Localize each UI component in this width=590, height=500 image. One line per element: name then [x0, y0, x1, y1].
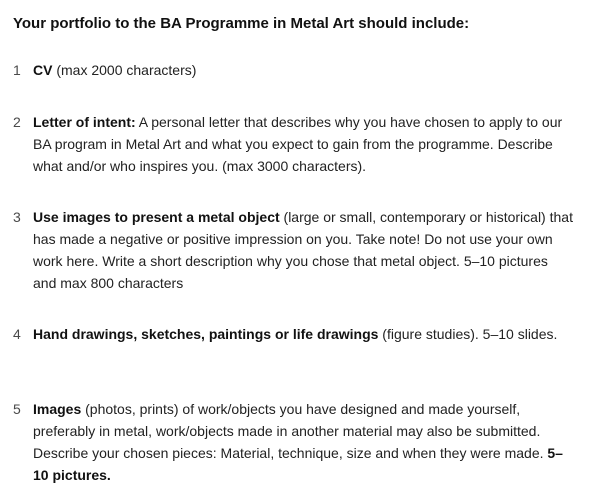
list-item-description: (figure studies). 5–10 slides. [378, 326, 558, 342]
list-item-number: 2 [13, 114, 21, 130]
list-item-description: A personal letter that describes why you have chosen to apply to our BA program in Metal Art and what you expect to gain from the programme. Describe what and/or who inspires you. (max 3000 characters). [33, 114, 563, 174]
list-item-text [33, 111, 573, 177]
list-item-description: (max 2000 characters) [52, 62, 197, 78]
list-item-text [33, 59, 573, 81]
list-item-number: 5 [13, 401, 21, 417]
list-item-title: Letter of intent: [33, 114, 136, 130]
page-title: Your portfolio to the BA Programme in Metal Art should include: [13, 15, 470, 32]
list-item-number: 4 [13, 326, 21, 342]
list-item-title: Hand drawings, sketches, paintings or life drawings [33, 326, 379, 342]
list-item-title: Images [33, 401, 82, 417]
list-item-description: (large or small, contemporary or historical) that has made a negative or positive impression on you. Take note! Do not use your own work here. Write a short description why you chose that metal object. 5–10 pictures and max 800 characters [33, 209, 573, 291]
list-item-number: 1 [13, 62, 21, 78]
list-item-text [33, 398, 573, 486]
list-item-text [33, 323, 573, 345]
list-item-title: Use images to present a metal object [33, 209, 280, 225]
list-item-title: CV [33, 62, 53, 78]
list-item-description: (photos, prints) of work/objects you have designed and made yourself, preferably in metal, work/objects made in another material may also be submitted. Describe your chosen pieces: Material, technique, size and when they were made. [33, 401, 548, 461]
list-item-number: 3 [13, 209, 21, 225]
list-item-text [33, 206, 573, 294]
list-item-emphasis: 5–10 pictures. [33, 445, 563, 483]
